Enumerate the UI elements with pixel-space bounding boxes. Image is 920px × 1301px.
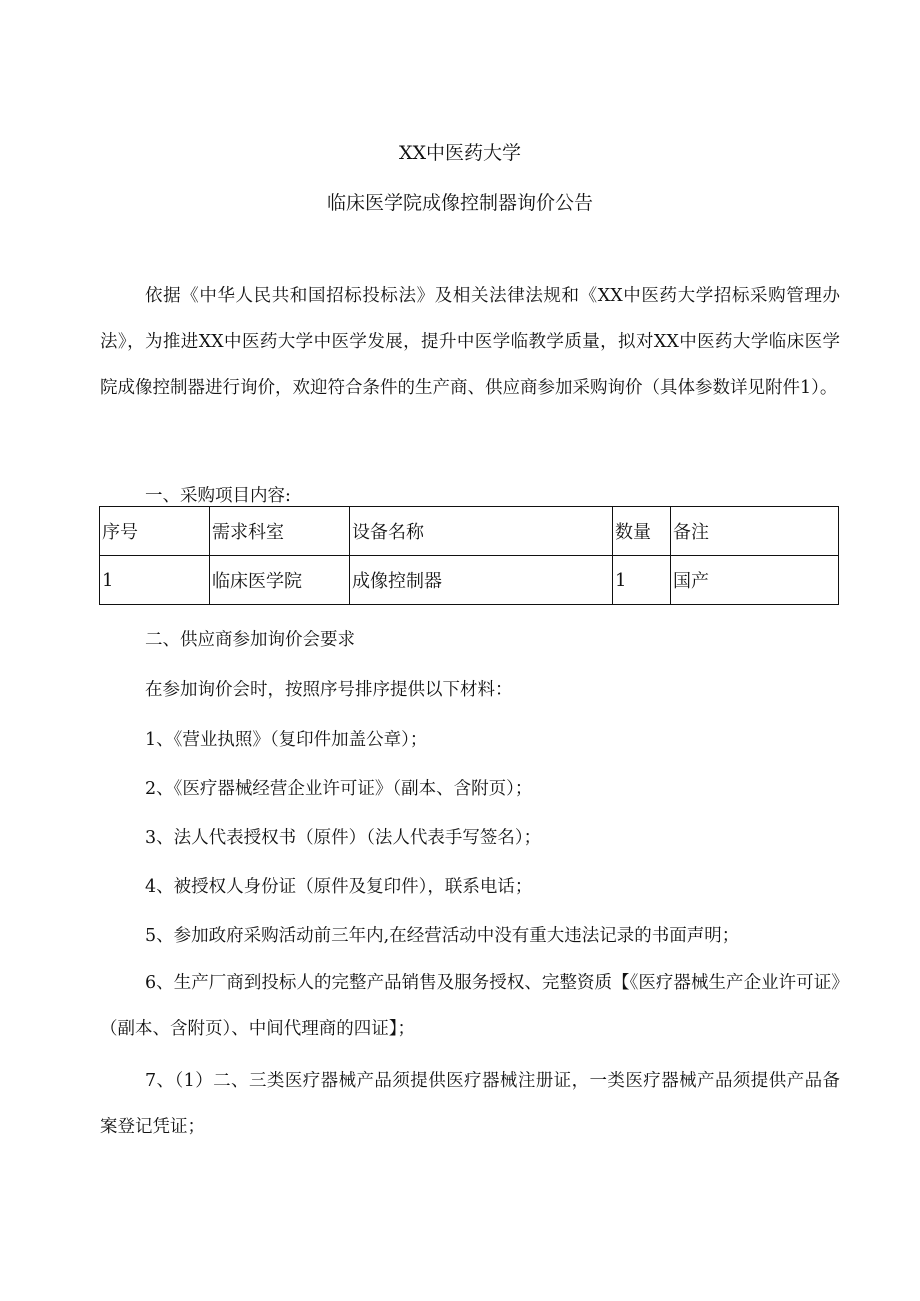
requirement-item-3: 3、法人代表授权书（原件）（法人代表手写签名）；: [145, 828, 542, 848]
intro-paragraph: 依据《中华人民共和国招标投标法》及相关法律法规和《XX中医药大学招标采购管理办法》，为推进XX中医药大学中医学发展，提升中医学临教学质量，拟对XX中医药大学临床医学院成像控制器进行询价，欢迎符合条件的生产商、供应商参加采购询价（具体参数详见附件1）。: [100, 286, 840, 398]
table-header-cell: 备注: [671, 507, 839, 556]
requirement-item-1: 1、《营业执照》（复印件加盖公章）；: [145, 730, 428, 750]
section2-lead: 在参加询价会时，按照序号排序提供以下材料：: [145, 680, 513, 700]
requirement-item-5: 5、参加政府采购活动前三年内,在经营活动中没有重大违法记录的书面声明；: [145, 926, 740, 946]
table-header-cell: 数量: [613, 507, 671, 556]
table-cell: 国产: [671, 556, 839, 605]
requirement-item-7: 7、（1）二、三类医疗器械产品须提供医疗器械注册证，一类医疗器械产品须提供产品备案登记凭证；: [100, 1071, 840, 1137]
table-header-row: [100, 507, 839, 556]
section2-heading: 二、供应商参加询价会要求: [145, 630, 355, 650]
table-cell: 成像控制器: [350, 556, 613, 605]
section1-heading: 一、采购项目内容:: [145, 486, 291, 506]
requirement-item-4: 4、被授权人身份证（原件及复印件），联系电话；: [145, 877, 533, 897]
requirement-item-2: 2、《医疗器械经营企业许可证》（副本、含附页）；: [145, 779, 533, 799]
table-header-cell: 序号: [100, 507, 210, 556]
table-header-cell: 设备名称: [350, 507, 613, 556]
document-title-line1: XX中医药大学: [398, 142, 522, 164]
table-header-cell: 需求科室: [210, 507, 350, 556]
table-cell: 1: [100, 556, 210, 605]
table-cell: 1: [613, 556, 671, 605]
procurement-table: [99, 506, 839, 605]
table-row: [100, 556, 839, 605]
table-cell: 临床医学院: [210, 556, 350, 605]
document-title-line2: 临床医学院成像控制器询价公告: [326, 192, 593, 214]
requirement-item-6: 6、生产厂商到投标人的完整产品销售及服务授权、完整资质【《医疗器械生产企业许可证》（副本、含附页）、中间代理商的四证】；: [100, 973, 840, 1039]
